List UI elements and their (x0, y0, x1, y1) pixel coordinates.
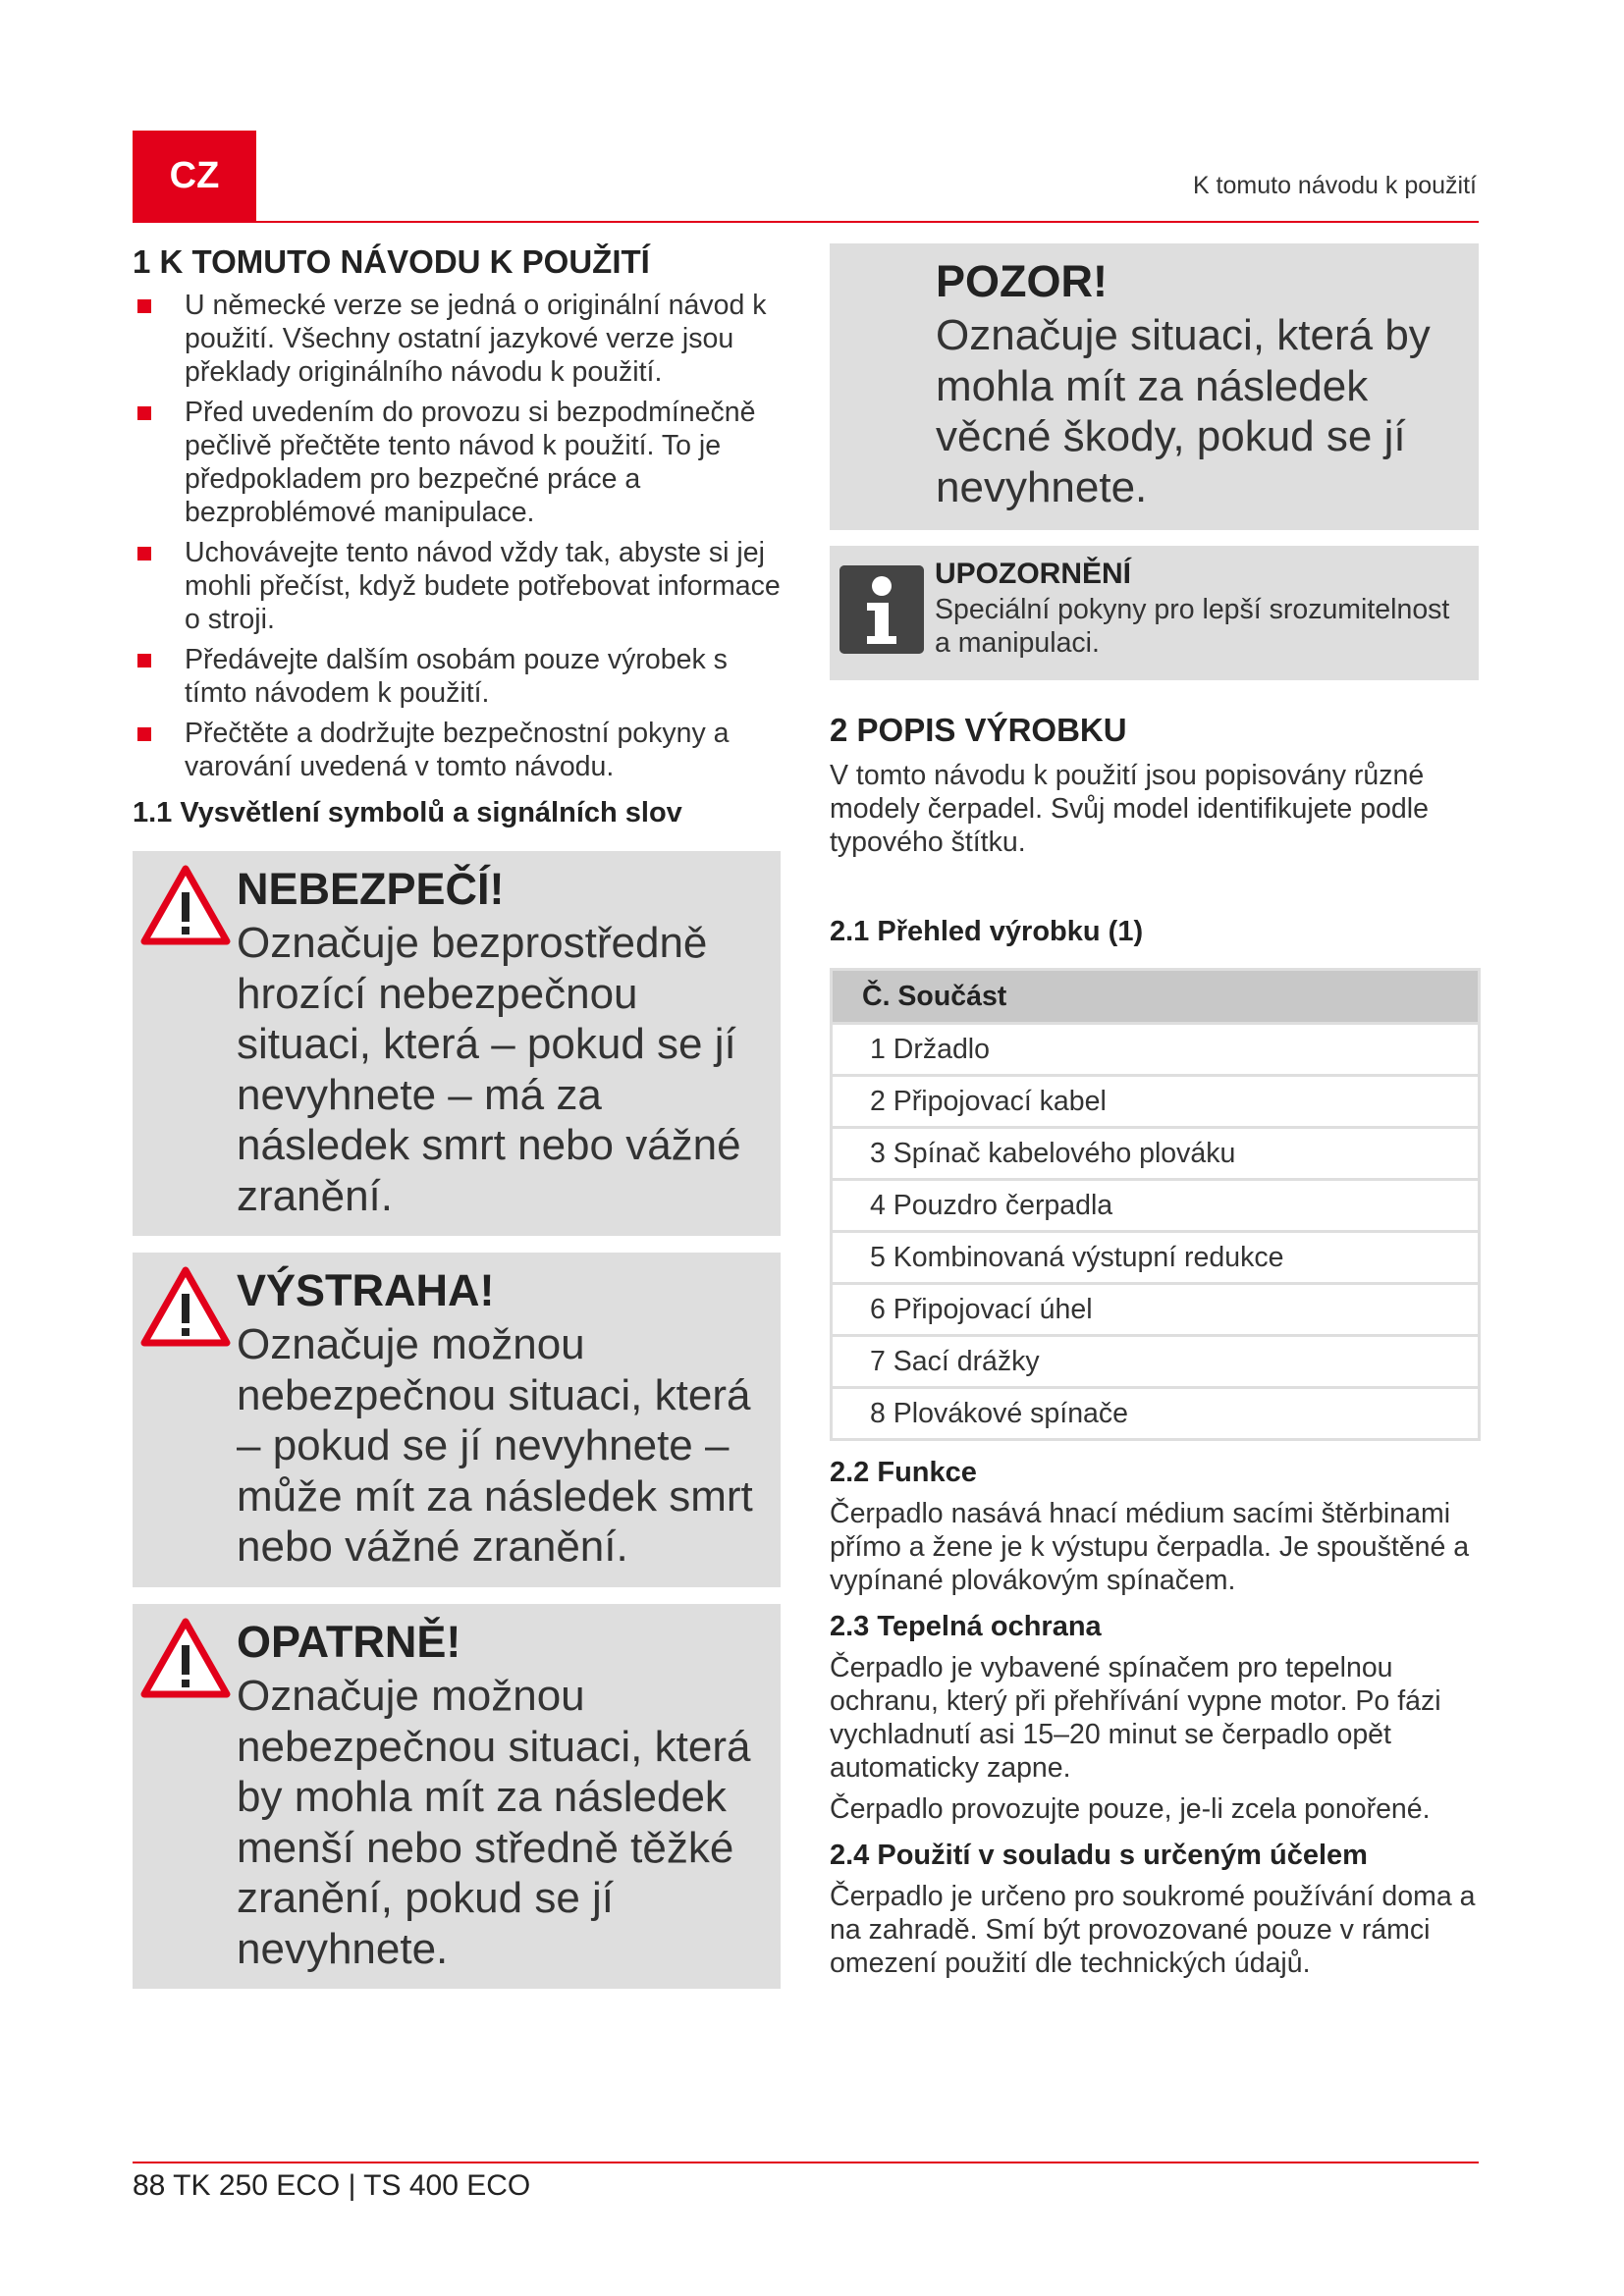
table-row (832, 1128, 1480, 1180)
bullet-item: Přečtěte a dodržujte bezpečnostní pokyny a varování uvedená v tomto návodu. (133, 717, 781, 783)
language-badge: CZ (133, 131, 256, 221)
notice-description: Speciální pokyny pro lepší srozumitelnost a manipulaci. (935, 594, 1450, 659)
attention-description: Označuje situaci, která by mohla mít za následek věcné škody, pokud se jí nevyhnete. (936, 311, 1431, 511)
warning-signal-word: VÝSTRAHA! (237, 1265, 495, 1315)
table-row (832, 1388, 1480, 1440)
section-2-2-title: 2.2 Funkce (830, 1457, 977, 1488)
bullet-square-icon (137, 547, 151, 561)
bullet-item: U německé verze se jedná o originální návod k použití. Všechny ostatní jazykové verze jsou překlady originálního návodu k použití. (133, 289, 781, 389)
table-header-row (832, 970, 1480, 1024)
attention-signal-word: POZOR! (936, 256, 1108, 306)
table-cell: 7 Sací drážky (832, 1336, 1480, 1388)
running-header-title: K tomuto návodu k použití (1192, 172, 1477, 199)
table-row (832, 1232, 1480, 1284)
table-row (832, 1180, 1480, 1232)
warning-description: Označuje možnou nebezpečnou situaci, která – pokud se jí nevyhnete – může mít za následek smrt nebo vážné zranění. (237, 1320, 753, 1571)
warning-triangle-icon (140, 863, 231, 947)
left-column (133, 243, 781, 1989)
section-2-title: 2 POPIS VÝROBKU (830, 712, 1127, 748)
section-2-3-text: Čerpadlo je vybavené spínačem pro tepelnou ochranu, který při přehřívání vypne motor. Po fázi vychladnutí asi 15–20 minut se čerpadlo opět automaticky zapne. (830, 1652, 1441, 1784)
table-row (832, 1336, 1480, 1388)
warning-triangle-icon (140, 1264, 231, 1349)
danger-description: Označuje bezprostředně hrozící nebezpečnou situaci, která – pokud se jí nevyhnete – má za následek smrt nebo vážné zranění. (237, 919, 741, 1220)
bullet-item: Předávejte dalším osobám pouze výrobek s tímto návodem k použití. (133, 643, 781, 710)
table-cell: 5 Kombinovaná výstupní redukce (832, 1232, 1480, 1284)
right-column (830, 243, 1479, 1980)
bullet-square-icon (137, 727, 151, 741)
section-1-1-title: 1.1 Vysvětlení symbolů a signálních slov (133, 797, 682, 828)
bullet-item: Uchovávejte tento návod vždy tak, abyste si jej mohli přečíst, když budete potřebovat informace o stroji. (133, 536, 781, 636)
header-divider (133, 221, 1479, 223)
section-2-1-title: 2.1 Přehled výrobku (1) (830, 916, 1144, 947)
info-icon (839, 565, 924, 654)
table-cell: 4 Pouzdro čerpadla (832, 1180, 1480, 1232)
table-cell: 2 Připojovací kabel (832, 1076, 1480, 1128)
notice-signal-word: UPOZORNĚNÍ (935, 558, 1132, 590)
table-row (832, 1284, 1480, 1336)
danger-signal-word: NEBEZPEČÍ! (237, 864, 505, 914)
section-2-4-title: 2.4 Použití v souladu s určeným účelem (830, 1840, 1368, 1871)
table-cell: 8 Plovákové spínače (832, 1388, 1480, 1440)
caution-signal-word: OPATRNĚ! (237, 1617, 461, 1667)
table-row (832, 1024, 1480, 1076)
bullet-square-icon (137, 654, 151, 667)
section-2-text: V tomto návodu k použití jsou popisovány různé modely čerpadel. Svůj model identifikujete podle typového štítku. (830, 760, 1429, 858)
footer-divider (133, 2162, 1479, 2163)
table-header: Č. Součást (832, 970, 1480, 1024)
section-1-bullet-list (133, 289, 781, 783)
section-2-3-note: Čerpadlo provozujte pouze, je-li zcela ponořené. (830, 1793, 1431, 1825)
caution-box (133, 1604, 781, 1989)
notice-box (830, 546, 1479, 680)
warning-triangle-icon (140, 1616, 231, 1700)
attention-box (830, 243, 1479, 530)
table-cell: 1 Držadlo (832, 1024, 1480, 1076)
bullet-item: Před uvedením do provozu si bezpodmínečně pečlivě přečtěte tento návod k použití. To je předpokladem pro bezpečné práce a bezproblémové manipulace. (133, 396, 781, 529)
section-2-2-text: Čerpadlo nasává hnací médium sacími štěrbinami přímo a žene je k výstupu čerpadla. Je spouštěné a vypínané plovákovým spínačem. (830, 1498, 1470, 1596)
bullet-square-icon (137, 299, 151, 313)
bullet-square-icon (137, 406, 151, 420)
caution-description: Označuje možnou nebezpečnou situaci, která by mohla mít za následek menší nebo středně těžké zranění, pokud se jí nevyhnete. (237, 1672, 751, 1973)
section-1-title: 1 K TOMUTO NÁVODU K POUŽITÍ (133, 243, 650, 280)
section-2-4-text: Čerpadlo je určeno pro soukromé používání doma a na zahradě. Smí být provozované pouze v rámci omezení použití dle technických údajů. (830, 1881, 1476, 1979)
table-cell: 3 Spínač kabelového plováku (832, 1128, 1480, 1180)
table-row (832, 1076, 1480, 1128)
parts-table (830, 968, 1481, 1441)
section-2-3-title: 2.3 Tepelná ochrana (830, 1611, 1102, 1642)
warning-box (133, 1253, 781, 1587)
table-cell: 6 Připojovací úhel (832, 1284, 1480, 1336)
footer-page-info: 88 TK 250 ECO | TS 400 ECO (133, 2169, 531, 2202)
danger-box (133, 851, 781, 1236)
